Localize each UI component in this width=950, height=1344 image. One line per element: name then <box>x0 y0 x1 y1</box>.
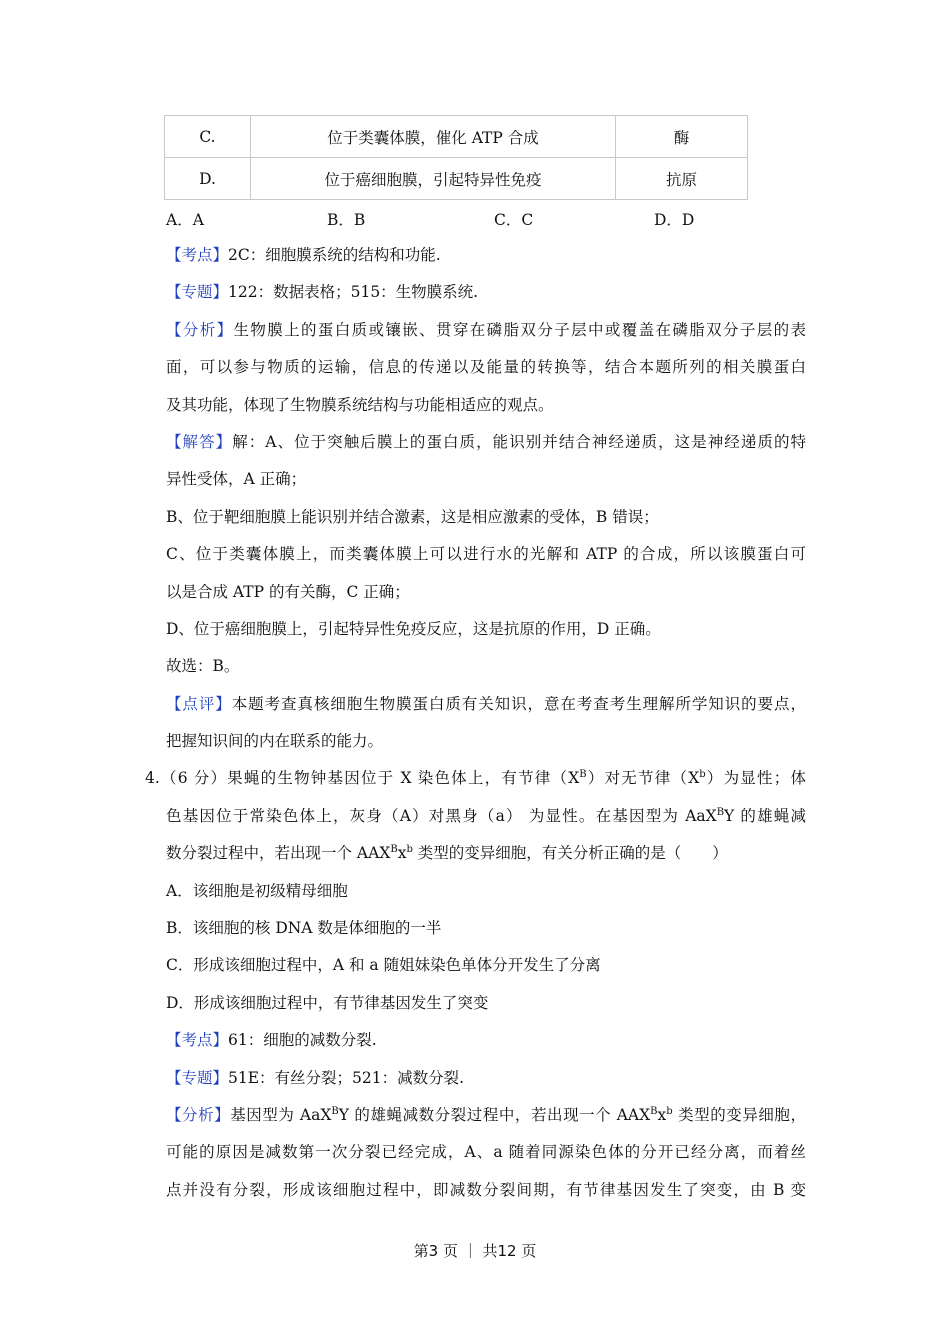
choice-c: C．C <box>494 211 534 229</box>
table-row <box>165 158 748 200</box>
q4-option-a: A．该细胞是初级精母细胞 <box>166 881 348 900</box>
answer-table <box>164 115 748 200</box>
tag: 【专题】 <box>166 1068 229 1087</box>
text-line: 及其功能，体现了生物膜系统结构与功能相适应的观点。 <box>166 395 554 414</box>
sup: B <box>390 844 398 856</box>
q3-fenxi <box>166 312 806 349</box>
text-line: 以是合成 ATP 的有关酶，C 正确； <box>166 582 410 601</box>
text: 61：细胞的减数分裂. <box>228 1031 377 1050</box>
text-line: D、位于癌细胞膜上，引起特异性免疫反应，这是抗原的作用，D 正确。 <box>166 619 661 638</box>
text: 类型的变异细胞，有关分析正确的是（ ） <box>412 844 728 863</box>
text: 生物膜上的蛋白质或镶嵌、贯穿在磷脂双分子层中或覆盖在磷脂双分子层的表 <box>233 320 806 339</box>
sup: b <box>406 844 413 856</box>
q3-choices <box>166 208 806 230</box>
text-line: 把握知识间的内在联系的能力。 <box>166 732 384 751</box>
q3-jieda <box>166 424 806 461</box>
q4-option-d: D．形成该细胞过程中，有节律基因发生了突变 <box>166 993 489 1012</box>
cell-label: C. <box>165 116 251 158</box>
q3-dianping <box>166 686 806 723</box>
q4-stem-line <box>145 760 806 797</box>
text: Y 的雄蝇减数分裂过程中，若出现一个 AAX <box>338 1105 651 1124</box>
text-line: 异性受体，A 正确； <box>166 470 307 489</box>
text: 基因型为 AaX <box>230 1105 332 1124</box>
text: ）为显性；体 <box>705 769 806 788</box>
q4-fenxi <box>166 1097 806 1134</box>
q4-option-c: C．形成该细胞过程中，A 和 a 随姐妹染色单体分开发生了分离 <box>166 956 601 975</box>
text: ）对无节律（X <box>586 769 700 788</box>
tag: 【考点】 <box>166 1031 229 1050</box>
text: x <box>657 1105 667 1124</box>
sup: b <box>666 1105 673 1117</box>
sup: b <box>699 769 706 781</box>
text-line: 故选：B。 <box>166 657 240 676</box>
sup: B <box>331 1105 339 1117</box>
table-row <box>165 116 748 158</box>
tag: 【点评】 <box>166 694 232 713</box>
text: x <box>397 844 407 863</box>
document-body <box>145 237 806 1209</box>
text: 122：数据表格；515：生物膜系统. <box>228 283 479 302</box>
text: 数分裂过程中，若出现一个 AAX <box>166 844 391 863</box>
text-line: C、位于类囊体膜上，而类囊体膜上可以进行水的光解和 ATP 的合成，所以该膜蛋白可 <box>166 545 806 564</box>
cell-name: 酶 <box>616 116 748 158</box>
q4-option-b: B．该细胞的核 DNA 数是体细胞的一半 <box>166 919 442 938</box>
cell-label: D. <box>165 158 251 200</box>
text-line: 可能的原因是减数第一次分裂已经完成，A、a 随着同源染色体的分开已经分离，而着丝 <box>166 1143 806 1162</box>
sup: B <box>716 806 725 818</box>
tag: 【分析】 <box>166 1105 231 1124</box>
cell-desc: 位于癌细胞膜，引起特异性免疫 <box>251 158 616 200</box>
cell-desc: 位于类囊体膜，催化 ATP 合成 <box>251 116 616 158</box>
choice-a: A．A <box>166 211 204 229</box>
text: 本题考查真核细胞生物膜蛋白质有关知识，意在考查考生理解所学知识的要点， <box>231 694 806 713</box>
text-line: B、位于靶细胞膜上能识别并结合激素，这是相应激素的受体，B 错误； <box>166 507 659 526</box>
text-line: 面，可以参与物质的运输，信息的传递以及能量的转换等，结合本题所列的相关膜蛋白 <box>166 358 806 377</box>
tag: 【解答】 <box>166 432 233 451</box>
sup: B <box>650 1105 658 1117</box>
cell-name: 抗原 <box>616 158 748 200</box>
q3-zhuanti <box>166 274 806 311</box>
q4-stem-line <box>166 798 806 835</box>
q3-kaodian <box>166 237 806 274</box>
text: 解：A、位于突触后膜上的蛋白质，能识别并结合神经递质，这是神经递质的特 <box>232 432 806 451</box>
q4-stem-line <box>166 835 806 872</box>
choice-d: D．D <box>654 211 695 229</box>
q4-zhuanti <box>166 1060 806 1097</box>
q4-kaodian <box>166 1022 806 1059</box>
text: Y 的雄蝇减 <box>724 806 806 825</box>
text: 51E：有丝分裂；521：减数分裂. <box>228 1068 465 1087</box>
text: 色基因位于常染色体上，灰身（A）对黑身（a） 为显性。在基因型为 AaX <box>166 806 717 825</box>
text: 4.（6 分）果蝇的生物钟基因位于 X 染色体上，有节律（X <box>145 769 580 788</box>
page-footer: 第3 页 ｜ 共12 页 <box>413 1242 537 1260</box>
tag: 【专题】 <box>166 283 229 302</box>
text: 类型的变异细胞， <box>672 1105 806 1124</box>
tag: 【分析】 <box>166 320 234 339</box>
tag: 【考点】 <box>166 246 229 264</box>
text-line: 点并没有分裂，形成该细胞过程中，即减数分裂间期，有节律基因发生了突变，由 B 变 <box>166 1180 806 1199</box>
choice-b: B．B <box>327 211 366 229</box>
sup: B <box>579 769 587 781</box>
text: 2C：细胞膜系统的结构和功能. <box>228 246 441 264</box>
